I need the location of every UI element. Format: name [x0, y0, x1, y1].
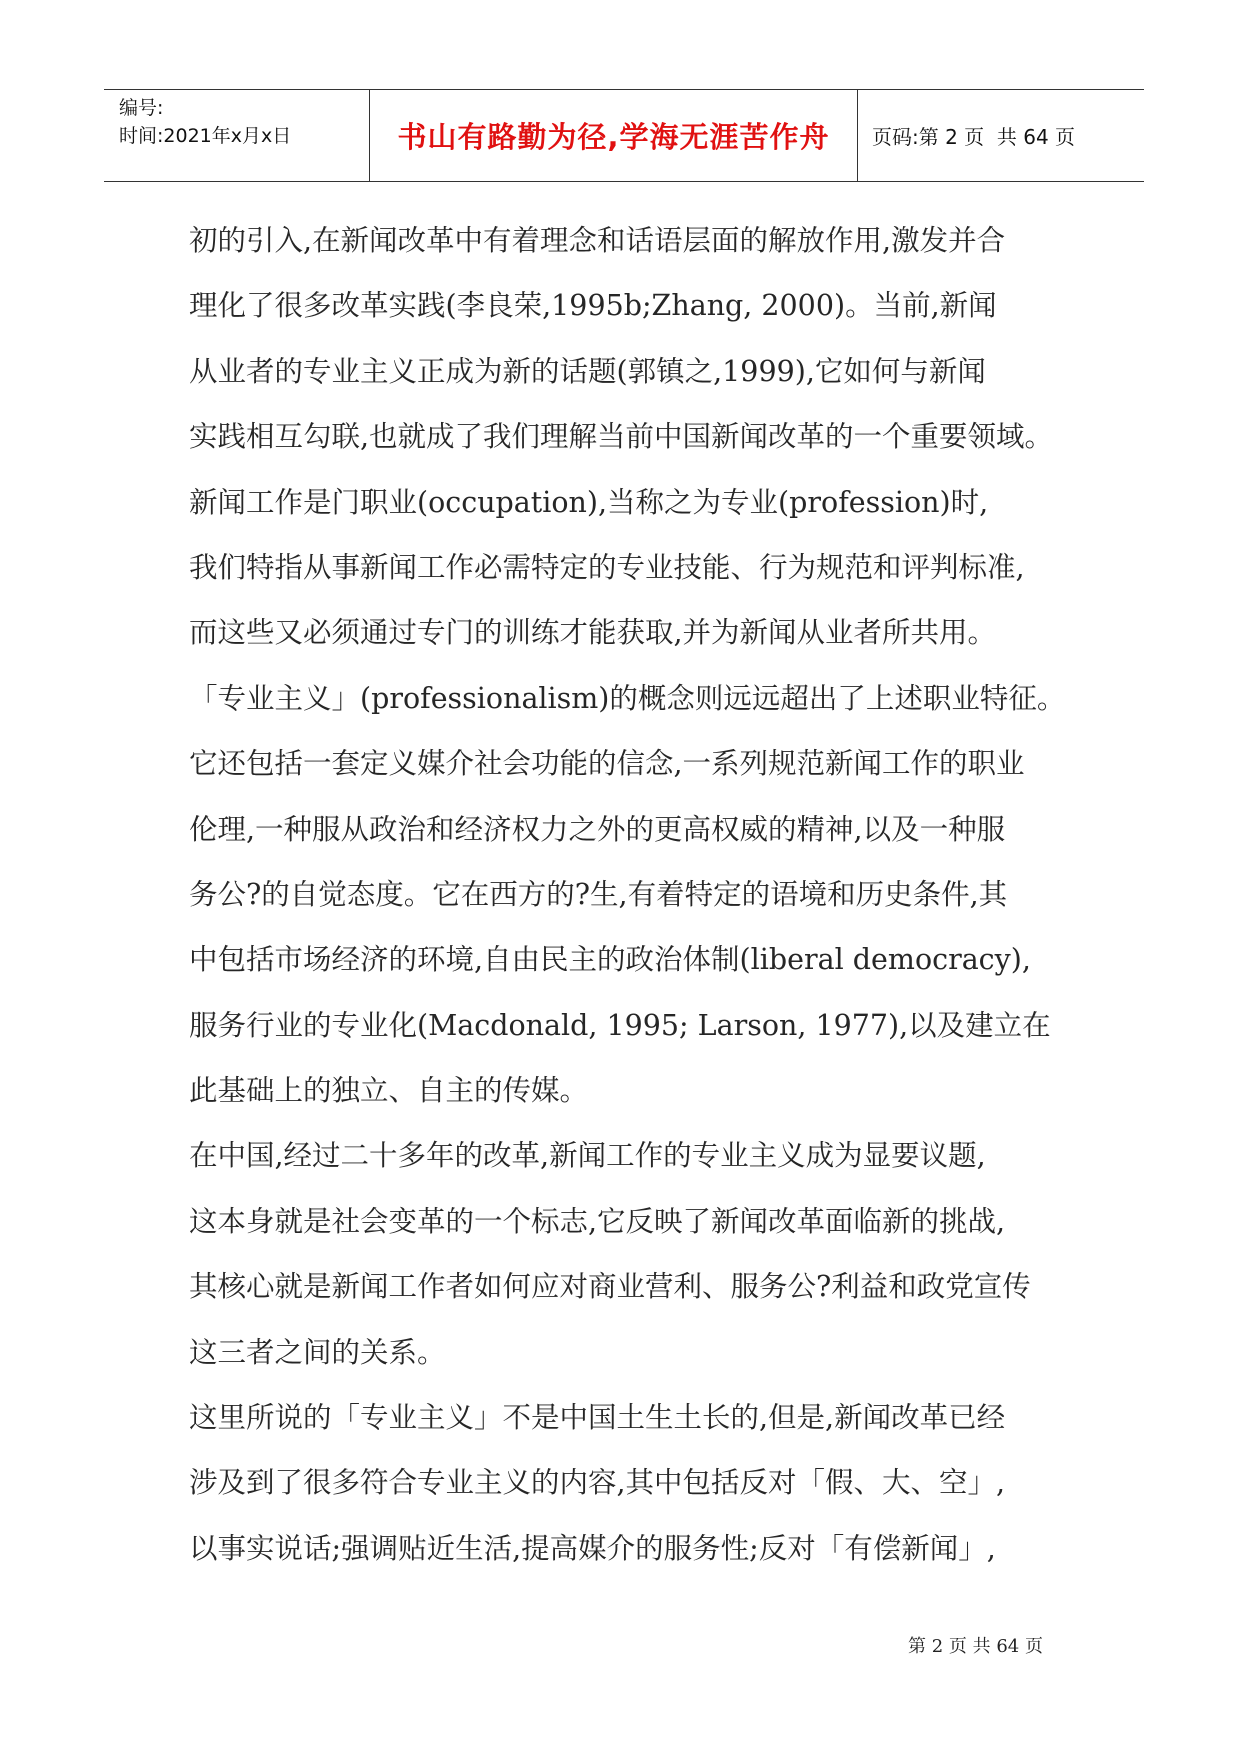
document-body	[189, 208, 1079, 1581]
body-line: 这本身就是社会变革的一个标志,它反映了新闻改革面临新的挑战,	[189, 1204, 1006, 1238]
body-line: 新闻工作是门职业(occupation),当称之为专业(profession)时,	[189, 485, 989, 519]
body-line: 这三者之间的关系。	[189, 1335, 446, 1369]
body-line: 初的引入,在新闻改革中有着理念和话语层面的解放作用,激发并合	[189, 224, 1006, 257]
page-footer: 第 2 页 共 64 页	[908, 1636, 1043, 1657]
body-line: 涉及到了很多符合专业主义的内容,其中包括反对「假、大、空」,	[189, 1466, 1006, 1500]
body-line: 以事实说话;强调贴近生活,提高媒介的服务性;反对「有偿新闻」,	[189, 1531, 996, 1565]
body-line: 实践相互勾联,也就成了我们理解当前中国新闻改革的一个重要领域。	[189, 420, 1054, 454]
body-line: 此基础上的独立、自主的传媒。	[189, 1074, 589, 1108]
body-line: 「专业主义」(professionalism)的概念则远远超出了上述职业特征。	[189, 681, 1066, 715]
body-line: 我们特指从事新闻工作必需特定的专业技能、行为规范和评判标准,	[189, 550, 1025, 584]
body-line: 其核心就是新闻工作者如何应对商业营利、服务公?利益和政党宣传	[189, 1270, 1031, 1304]
header-motto: 书山有路勤为径,学海无涯苦作舟	[370, 90, 858, 181]
page-header	[104, 89, 1144, 182]
document-time-label: 时间:2021年x月x日	[119, 125, 292, 147]
body-line: 服务行业的专业化(Macdonald, 1995; Larson, 1977),以及建立在	[189, 1008, 1051, 1042]
header-page-code: 页码:第 2 页 共 64 页	[872, 125, 1076, 149]
body-line: 从业者的专业主义正成为新的话题(郭镇之,1999),它如何与新闻	[189, 354, 986, 388]
body-line: 在中国,经过二十多年的改革,新闻工作的专业主义成为显要议题,	[189, 1139, 986, 1173]
body-line: 而这些又必须通过专门的训练才能获取,并为新闻从业者所共用。	[189, 616, 997, 650]
body-line: 它还包括一套定义媒介社会功能的信念,一系列规范新闻工作的职业	[189, 747, 1025, 781]
document-number-label: 编号:	[119, 97, 164, 119]
body-line: 伦理,一种服从政治和经济权力之外的更高权威的精神,以及一种服	[189, 812, 1006, 846]
body-line: 理化了很多改革实践(李良荣,1995b;Zhang, 2000)。当前,新闻	[189, 289, 997, 323]
body-line: 务公?的自觉态度。它在西方的?生,有着特定的语境和历史条件,其	[189, 877, 1008, 911]
body-line: 中包括市场经济的环境,自由民主的政治体制(liberal democracy),	[189, 943, 1031, 977]
header-meta	[104, 90, 370, 181]
body-line: 这里所说的「专业主义」不是中国土生土长的,但是,新闻改革已经	[189, 1401, 1006, 1435]
